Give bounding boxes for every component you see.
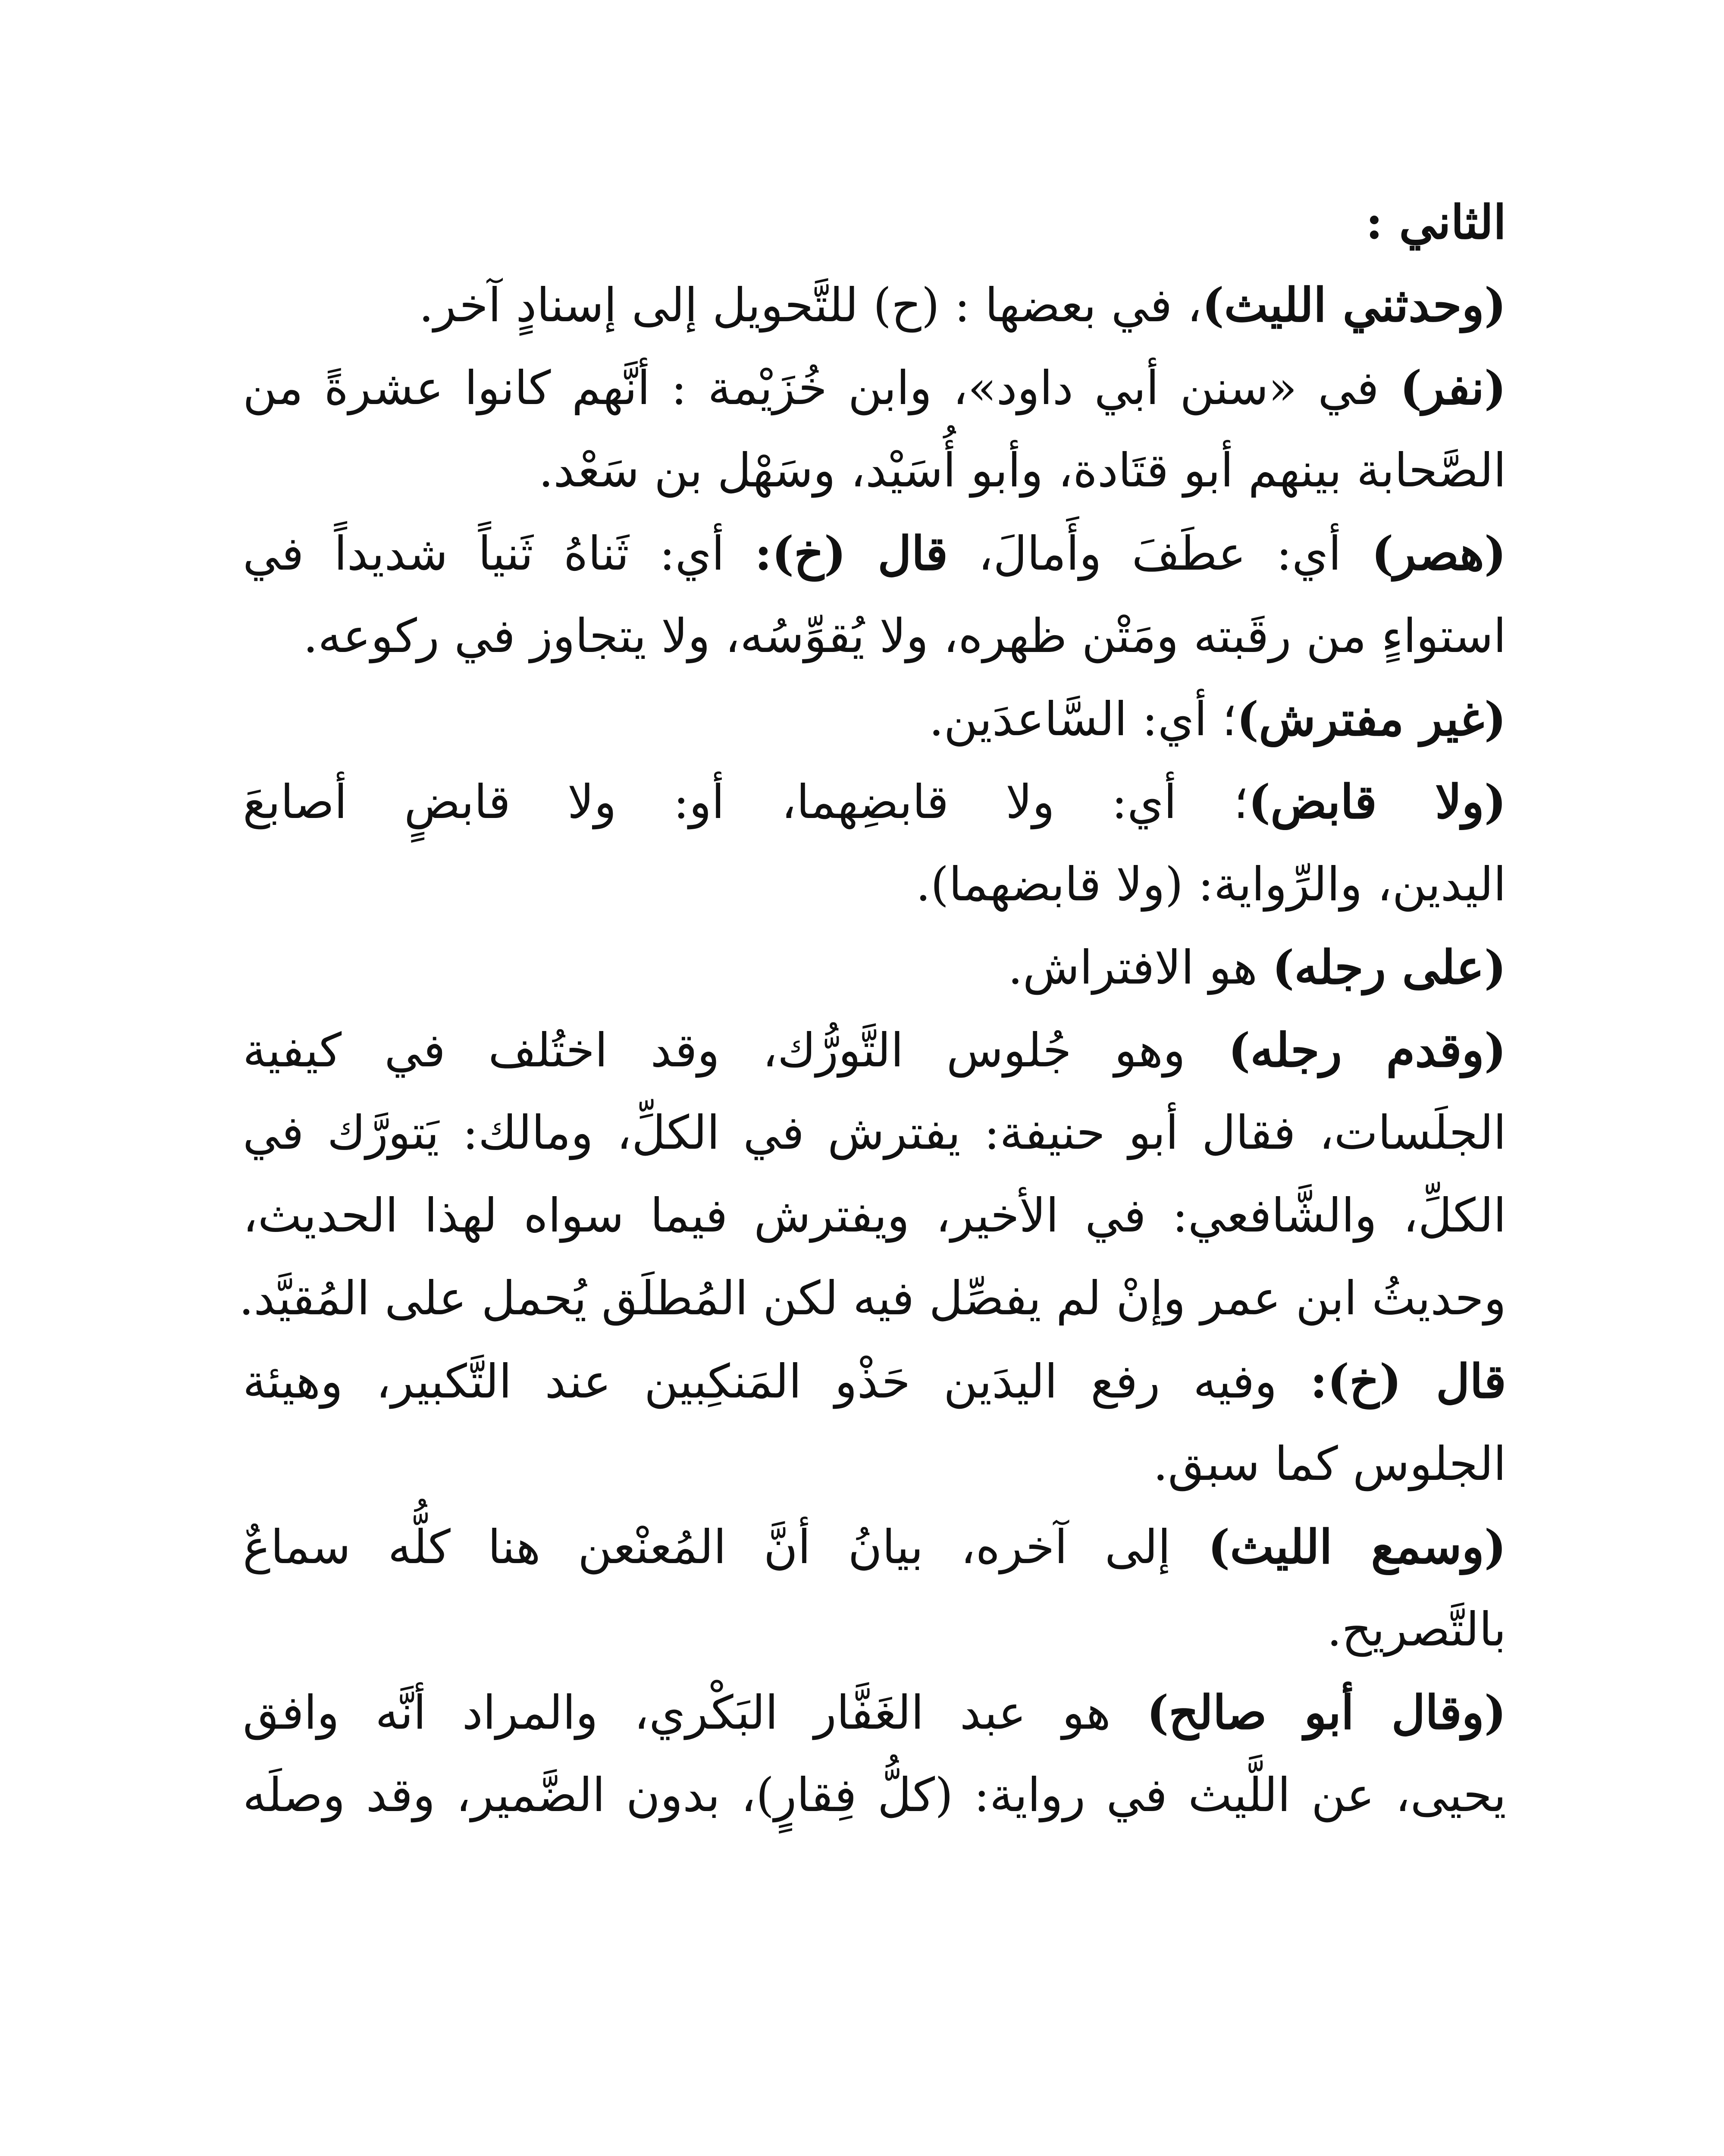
text-line xyxy=(243,595,1506,678)
line-text: الكلِّ، والشَّافعي: في الأخير، ويفترش فيما سواه لهذا الحديث، xyxy=(243,1189,1506,1243)
text-line xyxy=(243,1671,1506,1754)
text-line xyxy=(243,264,1506,347)
bold-term: (وقال أبو صالح) xyxy=(1147,1686,1506,1740)
bold-term: الثاني : xyxy=(1366,195,1506,250)
line-text: أي: عطَفَ وأَمالَ، xyxy=(948,527,1372,581)
line-text: هو الافتراش. xyxy=(1008,941,1273,995)
text-line xyxy=(243,1009,1506,1092)
text-line xyxy=(243,843,1506,926)
bold-term: (على رجله) xyxy=(1272,940,1506,995)
text-line xyxy=(243,347,1506,429)
line-text: أي: ثَناهُ ثَنياً شديداً في xyxy=(243,527,755,581)
line-text: الصَّحابة بينهم أبو قتَادة، وأبو أُسَيْد، وسَهْل بن سَعْد. xyxy=(539,444,1506,498)
text-line xyxy=(243,512,1506,595)
text-line xyxy=(243,926,1506,1009)
bold-term: (ولا قابض) xyxy=(1248,775,1506,829)
text-line xyxy=(243,1340,1506,1423)
bold-term: (نفر) xyxy=(1400,361,1506,415)
bold-term: (وقدم رجله) xyxy=(1228,1023,1506,1078)
line-text: وحديثُ ابن عمر وإنْ لم يفصِّل فيه لكن المُطلَق يُحمل على المُقيَّد. xyxy=(239,1272,1506,1326)
text-line xyxy=(243,1423,1506,1506)
line-text: ؛ أي: السَّاعدَين. xyxy=(929,693,1237,746)
line-text: اليدين، والرِّواية: (ولا قابضهما). xyxy=(915,858,1506,912)
text-line xyxy=(243,1589,1506,1671)
line-text: الجلوس كما سبق. xyxy=(1153,1437,1506,1491)
text-line xyxy=(243,1506,1506,1589)
bold-term: (غير مفترش) xyxy=(1237,692,1506,746)
line-text: ؛ أي: ولا قابضِهما، أو: ولا قابضٍ أصابعَ xyxy=(243,775,1248,829)
bold-term: قال (خ): xyxy=(1310,1354,1506,1409)
text-line xyxy=(243,1754,1506,1837)
text-line xyxy=(243,429,1506,512)
text-line xyxy=(243,678,1506,761)
text-line xyxy=(243,181,1506,264)
bold-term: قال (خ): xyxy=(755,526,948,581)
text-line xyxy=(243,1092,1506,1175)
line-text: وفيه رفع اليدَين حَذْو المَنكِبين عند التَّكبير، وهيئة xyxy=(243,1355,1310,1409)
line-text: بالتَّصريح. xyxy=(1327,1603,1506,1657)
line-text: إلى آخره، بيانُ أنَّ المُعنْعن هنا كلُّه سماعٌ xyxy=(243,1520,1208,1574)
text-line xyxy=(243,1175,1506,1257)
bold-term: (وسمع الليث) xyxy=(1208,1520,1507,1574)
bold-term: (هصر) xyxy=(1371,526,1506,581)
line-text: في «سنن أبي داود»، وابن خُزَيْمة : أنَّهم كانوا عشرةً من xyxy=(243,361,1400,415)
line-text: ، في بعضها : (ح) للتَّحويل إلى إسنادٍ آخر. xyxy=(419,279,1202,332)
text-line xyxy=(239,1257,1506,1340)
line-text: يحيى، عن اللَّيث في رواية: (كلُّ فِقارٍ)، بدون الضَّمير، وقد وصلَه xyxy=(243,1768,1506,1822)
line-text: وهو جُلوس التَّورُّك، وقد اختُلف في كيفية xyxy=(243,1024,1229,1078)
bold-term: (وحدثني الليث) xyxy=(1202,278,1506,332)
text-line xyxy=(243,761,1506,843)
line-text: استواءٍ من رقَبته ومَتْن ظهره، ولا يُقوِّسُه، ولا يتجاوز في ركوعه. xyxy=(303,609,1506,663)
line-text: هو عبد الغَفَّار البَكْري، والمراد أنَّه وافق xyxy=(243,1686,1147,1740)
line-text: الجلَسات، فقال أبو حنيفة: يفترش في الكلِّ، ومالك: يَتورَّك في xyxy=(243,1106,1506,1160)
text-block xyxy=(239,181,1507,1837)
